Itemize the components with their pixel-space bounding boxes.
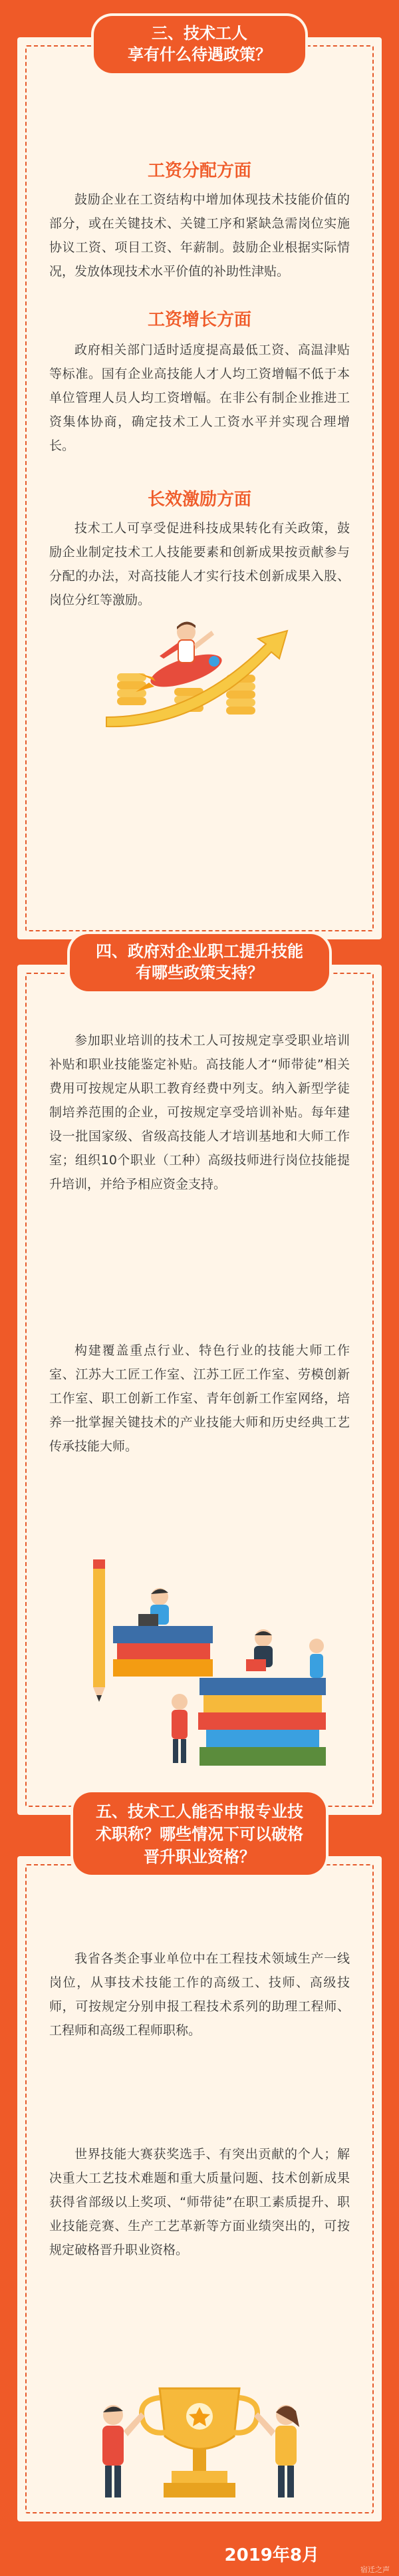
section-card-2 <box>17 965 382 1815</box>
paragraph-exceptional-promotion: 世界技能大赛获奖选手、有突出贡献的个人；解决重大工艺技术难题和重大质量问题、技术创新成果获得省部级以上奖项、“师带徒”在职工素质提升、职业技能竞赛、生产工艺革新等方面业绩突出的，可按规定破格晋升职业资格。 <box>49 2147 350 2257</box>
person-standing-icon <box>309 1639 324 1678</box>
paragraph-professional-title: 我省各类企事业单位中在工程技术领域生产一线岗位，从事技术技能工作的高级工、技师、高级技师，可按规定分别申报工程技术系列的助理工程师、工程师和高级工程师职称。 <box>49 1951 350 2038</box>
paragraph-salary-growth: 政府相关部门适时适度提高最低工资、高温津贴等标准。国有企业高技能人才人均工资增幅不低于本单位管理人员人均工资增幅。在非公有制企业推进工资集体协商，确定技术工人工资水平并实现合理增长。 <box>49 343 350 453</box>
person-cheering-icon <box>102 2405 145 2497</box>
person-reading-icon <box>246 1629 273 1671</box>
subheading-salary-distribution: 工资分配方面 <box>147 161 251 181</box>
person-cheering-icon <box>254 2405 299 2497</box>
section-title-line: 有哪些政策支持？ <box>136 963 263 982</box>
section-title-line: 五、技术工人能否申报专业技 <box>96 1802 303 1821</box>
section-title-line: 四、政府对企业职工提升技能 <box>96 942 303 961</box>
section-title-line: 享有什么待遇政策？ <box>128 45 271 64</box>
section-card-3 <box>17 1856 382 2521</box>
section-title-pill-3 <box>73 1792 326 1875</box>
book-stack-icon <box>198 1678 326 1766</box>
trophy-icon <box>142 2388 257 2497</box>
person-standing-icon <box>172 1694 188 1763</box>
section-title-line: 三、技术工人 <box>152 24 247 43</box>
paragraph-salary-distribution: 鼓励企业在工资结构中增加体现技术技能价值的部分，或在关键技术、关键工序和紧缺急需岗位实施协议工资、项目工资、年薪制。鼓励企业根据实际情况，发放体现技术水平价值的补助性津贴。 <box>49 192 350 279</box>
book-stack-icon <box>113 1626 213 1677</box>
trophy-celebration-illustration <box>66 2375 332 2508</box>
person-with-laptop-icon <box>138 1588 169 1626</box>
section-card-1 <box>17 37 382 939</box>
subheading-long-term-incentive: 长效激励方面 <box>147 490 251 510</box>
section-title-line: 术职称？哪些情况下可以破格 <box>96 1825 303 1844</box>
paragraph-long-term-incentive: 技术工人可享受促进科技成果转化有关政策，鼓励企业制定技术工人技能要素和创新成果按贡献参与分配的办法，对高技能人才实行技术创新成果入股、岗位分红等激励。 <box>49 521 350 607</box>
section-title-line: 晋升职业资格？ <box>144 1848 255 1866</box>
section-title-pill-1 <box>94 16 305 73</box>
paragraph-training-subsidy: 参加职业培训的技术工人可按规定享受职业培训补贴和职业技能鉴定补贴。高技能人才“师带徒”相关费用可按规定从职工教育经费中列支。纳入新型学徒制培养范围的企业，可按规定享受培训补贴。每年建设一批国家级、省级高技能人才培训基地和大师工作室；组织10个职业（工种）高级技师进行岗位技能提升培训，并给予相应资金支持。 <box>49 1033 350 1192</box>
paragraph-master-studios: 构建覆盖重点行业、特色行业的技能大师工作室、江苏大工匠工作室、江苏工匠工作室、劳模创新工作室、职工创新工作室、青年创新工作室网络，培养一批掌握关键技术的产业技能大师和历史经典工艺传承技能大师。 <box>49 1343 350 1454</box>
watermark-text: 宿迁之声 <box>360 2565 390 2574</box>
publish-date: 2019年8月 <box>224 2545 319 2565</box>
rocket-growth-illustration <box>100 617 299 737</box>
section-title-pill-2 <box>70 934 329 991</box>
subheading-salary-growth: 工资增长方面 <box>147 310 251 330</box>
books-learning-illustration <box>66 1528 332 1780</box>
pencil-icon <box>93 1559 105 1702</box>
